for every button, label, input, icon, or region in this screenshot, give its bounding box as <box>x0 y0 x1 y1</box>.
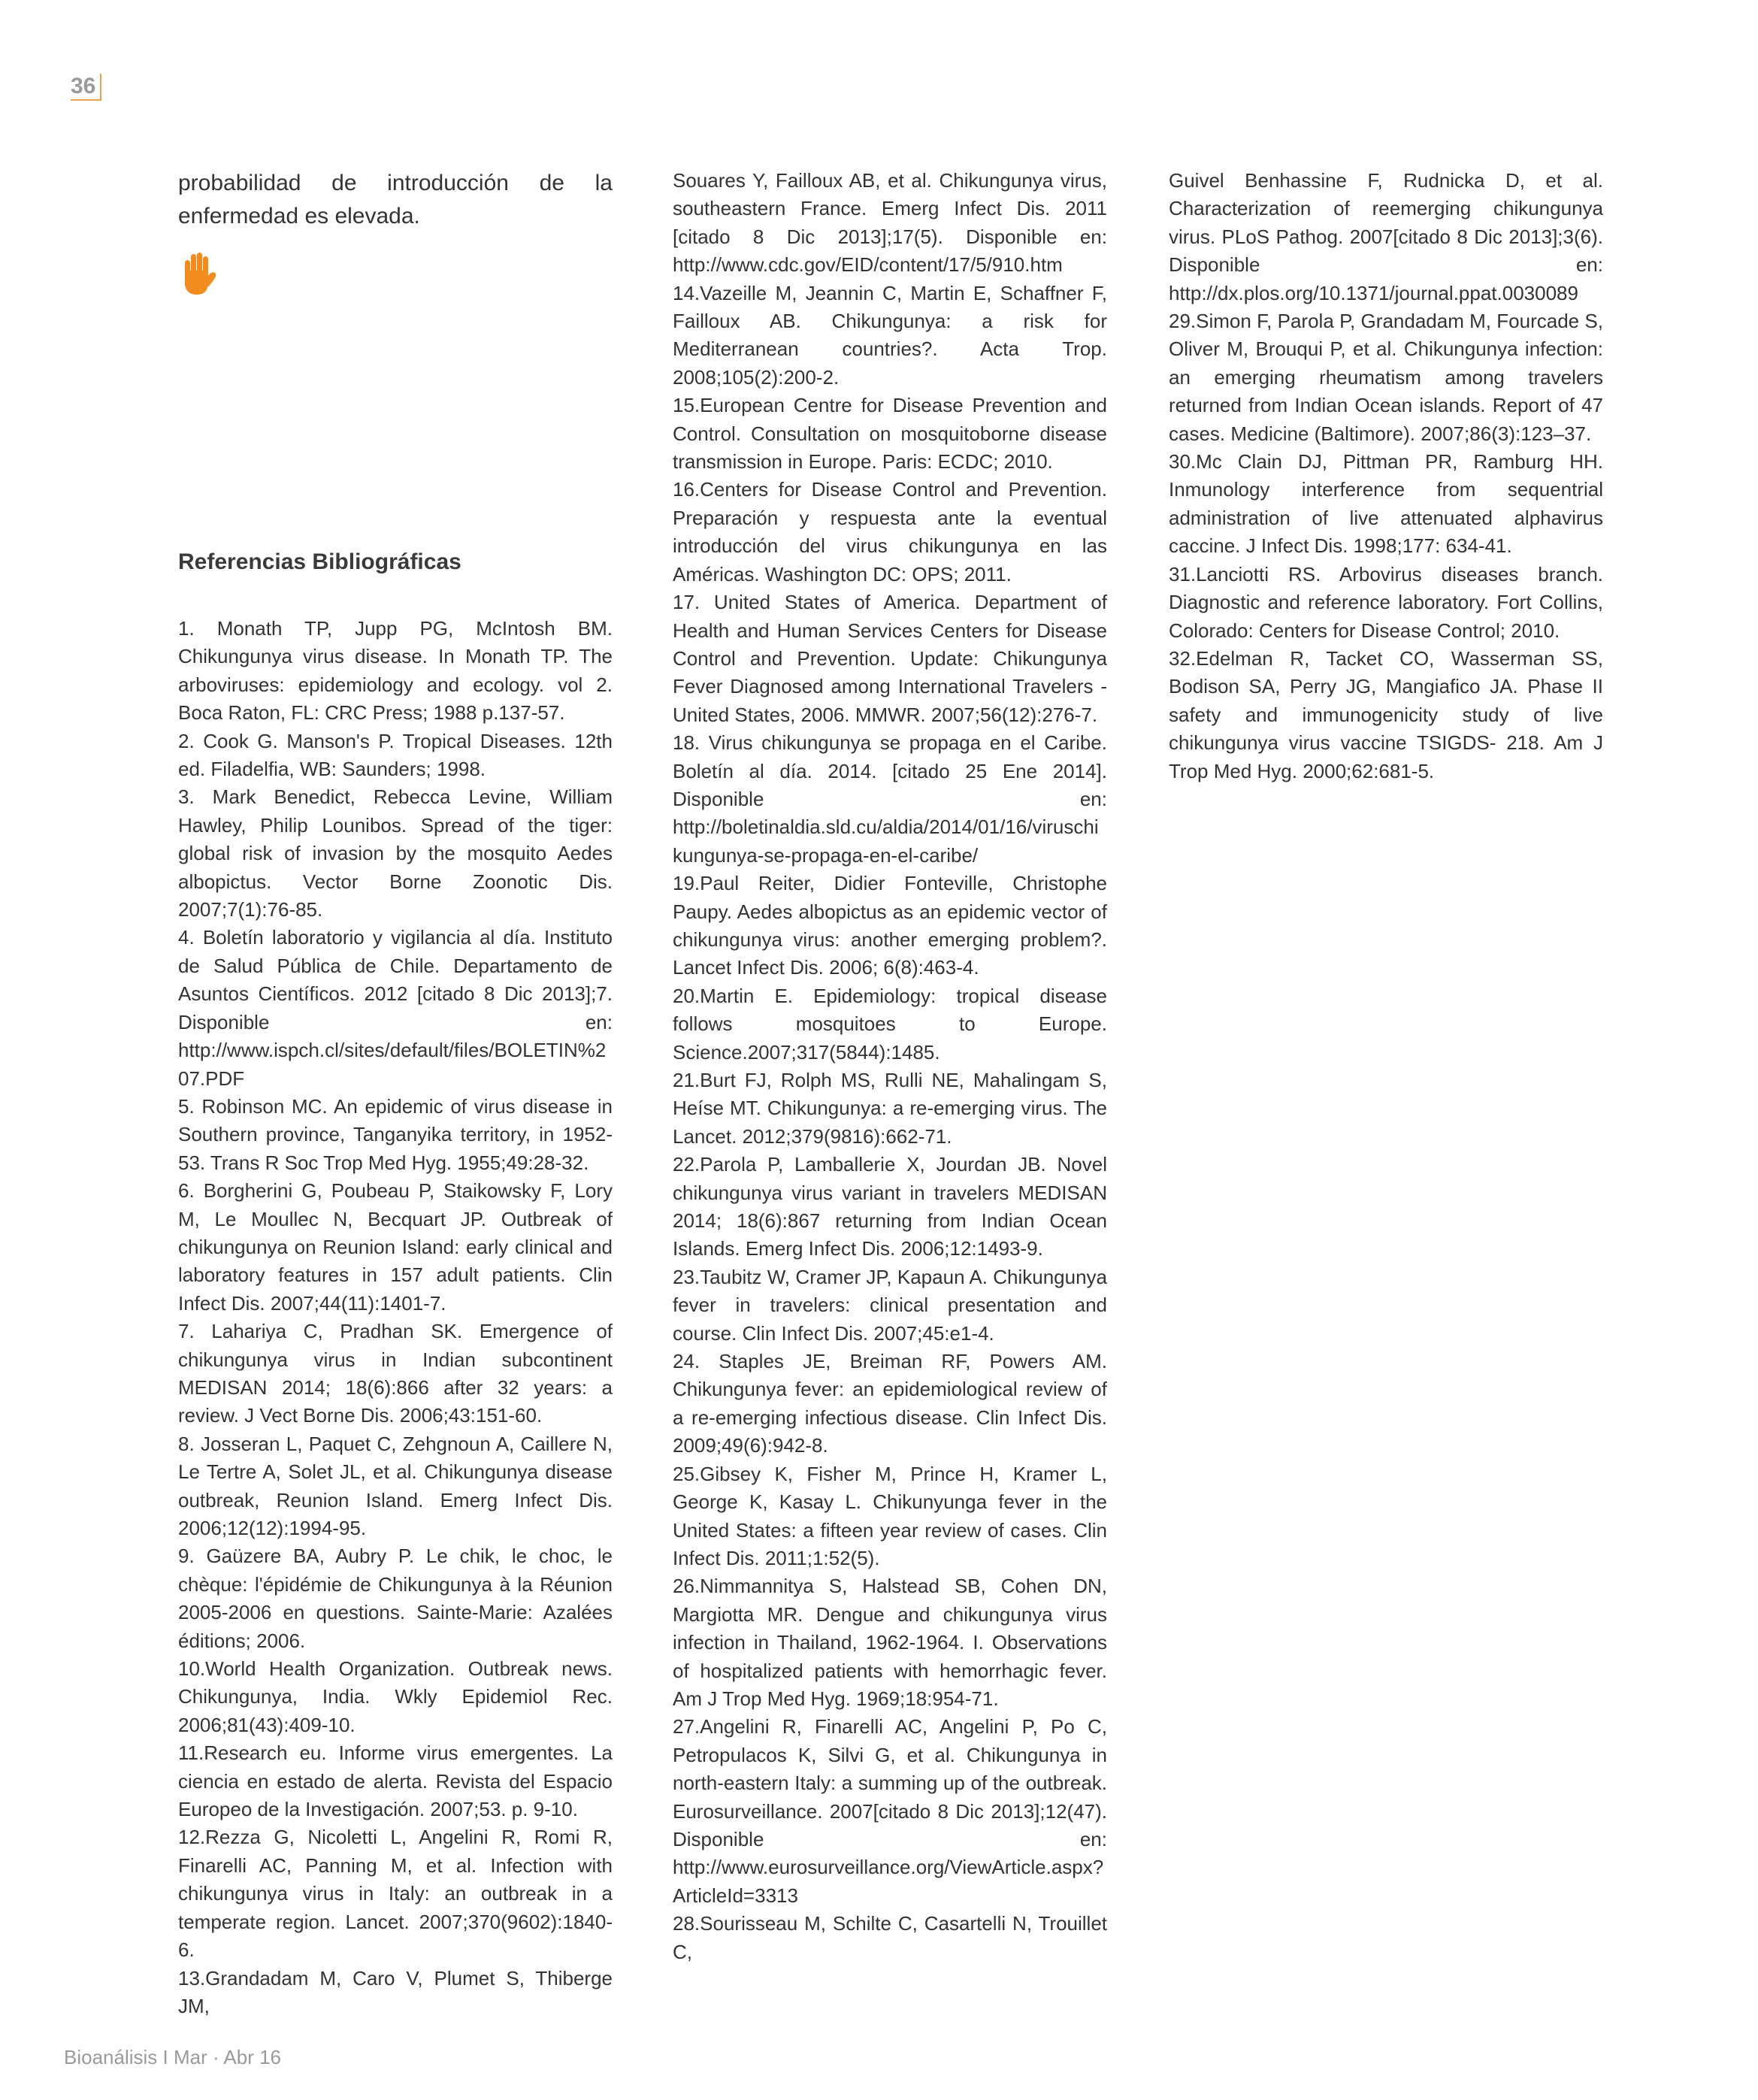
reference-list-column-2 <box>673 167 1107 1966</box>
reference-item: 26.Nimmannitya S, Halstead SB, Cohen DN, Margiotta MR. Dengue and chikungunya virus infection in Thailand, 1962-1964. I. Observations of hospitalized patients with hemorrhagic fever. Am J Trop Med Hyg. 1969;18:954-71. <box>673 1575 1107 1710</box>
reference-item: 12.Rezza G, Nicoletti L, Angelini R, Romi R, Finarelli AC, Panning M, et al. Infection with chikungunya virus in Italy: an outbreak in a temperate region. Lancet. 2007;370(9602):1840-6. <box>178 1826 613 1962</box>
reference-item: 28.Sourisseau M, Schilte C, Casartelli N, Trouillet C, <box>673 1912 1107 1963</box>
reference-item: 30.Mc Clain DJ, Pittman PR, Ramburg HH. Inmunology interference from sequentrial administration of live attenuated alphavirus caccine. J Infect Dis. 1998;177: 634-41. <box>1169 450 1603 558</box>
reference-item: 2. Cook G. Manson's P. Tropical Diseases. 12th ed. Filadelfia, WB: Saunders; 1998. <box>178 729 613 781</box>
reference-item: 4. Boletín laboratorio y vigilancia al día. Instituto de Salud Pública de Chile. Departamento de Asuntos Científicos. 2012 [citado 8 Dic 2013];7. Disponible en: http://www.ispch.cl/sites/default/files/BOLETIN%207.PDF <box>178 926 613 1090</box>
reference-item: 19.Paul Reiter, Didier Fonteville, Christophe Paupy. Aedes albopictus as an epidemic vector of chikungunya virus: another emerging problem?. Lancet Infect Dis. 2006; 6(8):463-4. <box>673 872 1107 979</box>
reference-item: 18. Virus chikungunya se propaga en el Caribe. Boletín al día. 2014. [citado 25 Ene 2014]. Disponible en: http://boletinaldia.sld.cu/aldia/2014/01/16/viruschikungunya-se-propaga-en-el-caribe/ <box>673 731 1107 867</box>
reference-item: 15.European Centre for Disease Prevention and Control. Consultation on mosquitoborne disease transmission in Europe. Paris: ECDC; 2010. <box>673 394 1107 474</box>
reference-item: 9. Gaüzere BA, Aubry P. Le chik, le choc, le chèque: l'épidémie de Chikungunya à la Réunion 2005-2006 en questions. Sainte-Marie: Azalées éditions; 2006. <box>178 1545 613 1652</box>
footer: Bioanálisis I Mar · Abr 16 <box>64 2046 282 2068</box>
reference-list-column-3 <box>1169 167 1603 785</box>
reference-item: 24. Staples JE, Breiman RF, Powers AM. Chikungunya fever: an epidemiological review of a re-emerging infectious disease. Clin Infect Dis. 2009;49(6):942-8. <box>673 1350 1107 1457</box>
reference-item: Souares Y, Failloux AB, et al. Chikungunya virus, southeastern France. Emerg Infect Dis. 2011 [citado 8 Dic 2013];17(5). Disponible en: http://www.cdc.gov/EID/content/17/5/910.htm <box>673 169 1107 277</box>
reference-item: 5. Robinson MC. An epidemic of virus disease in Southern province, Tanganyika territory, in 1952-53. Trans R Soc Trop Med Hyg. 1955;49:28-32. <box>178 1094 613 1174</box>
intro-text: probabilidad de introducción de la enfermedad es elevada. <box>178 171 613 228</box>
reference-item: 21.Burt FJ, Rolph MS, Rulli NE, Mahalingam S, Heíse MT. Chikungunya: a re-emerging virus. The Lancet. 2012;379(9816):662-71. <box>673 1069 1107 1148</box>
column-1 <box>178 167 613 2020</box>
reference-item: 20.Martin E. Epidemiology: tropical disease follows mosquitoes to Europe. Science.2007;317(5844):1485. <box>673 984 1107 1064</box>
reference-item: 31.Lanciotti RS. Arbovirus diseases branch. Diagnostic and reference laboratory. Fort Collins, Colorado: Centers for Disease Control; 2010. <box>1169 562 1603 642</box>
references-heading: Referencias Bibliográficas <box>178 549 461 574</box>
reference-item: 7. Lahariya C, Pradhan SK. Emergence of chikungunya virus in Indian subcontinent MEDISAN 2014; 18(6):866 after 32 years: a review. J Vect Borne Dis. 2006;43:151-60. <box>178 1320 613 1427</box>
reference-item: 6. Borgherini G, Poubeau P, Staikowsky F, Lory M, Le Moullec N, Becquart JP. Outbreak of chikungunya on Reunion Island: early clinical and laboratory features in 157 adult patients. Clin Infect Dis. 2007;44(11):1401-7. <box>178 1179 613 1315</box>
raised-hand-icon <box>178 253 217 296</box>
reference-item: 27.Angelini R, Finarelli AC, Angelini P, Po C, Petropulacos K, Silvi G, et al. Chikungunya in north-eastern Italy: a summing up of the outbreak. Eurosurveillance. 2007[citado 8 Dic 2013];12(47). Disponible en: http://www.eurosurveillance.org/ViewArticle.aspx?ArticleId=3313 <box>673 1715 1107 1907</box>
reference-item: 29.Simon F, Parola P, Grandadam M, Fourcade S, Oliver M, Brouqui P, et al. Chikungunya infection: an emerging rheumatism among travelers returned from Indian Ocean islands. Report of 47 cases. Medicine (Baltimore). 2007;86(3):123–37. <box>1169 310 1603 445</box>
reference-item: 32.Edelman R, Tacket CO, Wasserman SS, Bodison SA, Perry JG, Mangiafico JA. Phase II safety and immunogenicity study of live chikungunya virus vaccine TSIGDS- 218. Am J Trop Med Hyg. 2000;62:681-5. <box>1169 646 1603 782</box>
reference-item: 8. Josseran L, Paquet C, Zehgnoun A, Caillere N, Le Tertre A, Solet JL, et al. Chikungunya disease outbreak, Reunion Island. Emerg Infect Dis. 2006;12(12):1994-95. <box>178 1432 613 1539</box>
reference-item: 14.Vazeille M, Jeannin C, Martin E, Schaffner F, Failloux AB. Chikungunya: a risk for Mediterranean countries?. Acta Trop. 2008;105(2):200-2. <box>673 281 1107 389</box>
column-2 <box>673 167 1107 1966</box>
reference-item: 22.Parola P, Lamballerie X, Jourdan JB. Novel chikungunya virus variant in travelers MEDISAN 2014; 18(6):867 returning from Indian Ocean Islands. Emerg Infect Dis. 2006;12:1493-9. <box>673 1153 1107 1260</box>
reference-item: Guivel Benhassine F, Rudnicka D, et al. Characterization of reemerging chikungunya virus. PLoS Pathog. 2007[citado 8 Dic 2013];3(6). Disponible en: http://dx.plos.org/10.1371/journal.ppat.0030089 <box>1169 169 1603 304</box>
reference-list-column-1 <box>178 615 613 2020</box>
reference-item: 23.Taubitz W, Cramer JP, Kapaun A. Chikungunya fever in travelers: clinical presentation and course. Clin Infect Dis. 2007;45:e1-4. <box>673 1265 1107 1345</box>
reference-item: 17. United States of America. Department of Health and Human Services Centers for Disease Control and Prevention. Update: Chikungunya Fever Diagnosed among International Travelers - United States, 2006. MMWR. 2007;56(12):276-7. <box>673 591 1107 726</box>
reference-item: 10.World Health Organization. Outbreak news. Chikungunya, India. Wkly Epidemiol Rec. 2006;81(43):409-10. <box>178 1657 613 1736</box>
column-3 <box>1169 167 1603 785</box>
reference-item: 13.Grandadam M, Caro V, Plumet S, Thiberge JM, <box>178 1966 613 2017</box>
reference-item: 1. Monath TP, Jupp PG, McIntosh BM. Chikungunya virus disease. In Monath TP. The arboviruses: epidemiology and ecology. vol 2. Boca Raton, FL: CRC Press; 1988 p.137-57. <box>178 617 613 725</box>
reference-item: 3. Mark Benedict, Rebecca Levine, William Hawley, Philip Lounibos. Spread of the tiger: global risk of invasion by the mosquito Aedes albopictus. Vector Borne Zoonotic Dis. 2007;7(1):76-85. <box>178 785 613 921</box>
page-number: 36 <box>71 74 101 101</box>
reference-item: 16.Centers for Disease Control and Prevention. Preparación y respuesta ante la eventual introducción del virus chikungunya en las Américas. Washington DC: OPS; 2011. <box>673 478 1107 586</box>
reference-item: 11.Research eu. Informe virus emergentes. La ciencia en estado de alerta. Revista del Espacio Europeo de la Investigación. 2007;53. p. 9-10. <box>178 1741 613 1821</box>
reference-item: 25.Gibsey K, Fisher M, Prince H, Kramer L, George K, Kasay L. Chikunyunga fever in the United States: a fifteen year review of cases. Clin Infect Dis. 2011;1:52(5). <box>673 1462 1107 1569</box>
